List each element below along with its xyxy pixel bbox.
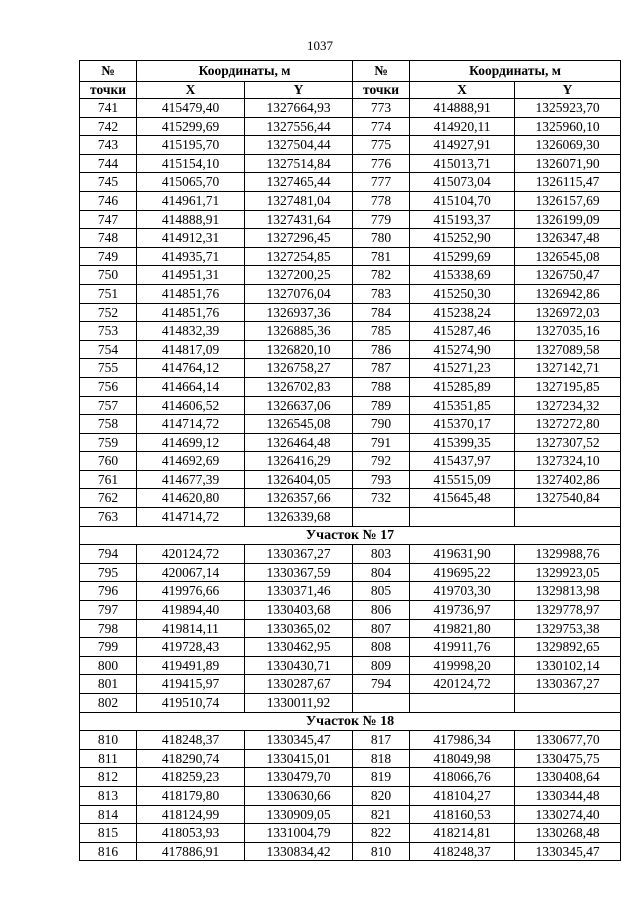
point-number: 792 [353,452,410,471]
x-coordinate: 415299,69 [137,117,245,136]
point-number: 815 [80,824,137,843]
y-coordinate: 1326545,08 [515,247,621,266]
x-coordinate: 414664,14 [137,377,245,396]
point-number: 762 [80,489,137,508]
x-coordinate: 415274,90 [410,340,515,359]
y-coordinate: 1327195,85 [515,377,621,396]
x-coordinate: 414888,91 [137,210,245,229]
y-coordinate: 1330834,42 [245,842,353,861]
x-coordinate: 418290,74 [137,749,245,768]
y-coordinate: 1327200,25 [245,266,353,285]
y-coordinate: 1327035,16 [515,322,621,341]
point-number: 810 [353,842,410,861]
point-number: 794 [353,675,410,694]
y-coordinate: 1327142,71 [515,359,621,378]
y-coordinate: 1330287,67 [245,675,353,694]
table-row [80,117,621,136]
point-number: 801 [80,675,137,694]
y-coordinate: 1327664,93 [245,99,353,118]
table-row [80,136,621,155]
point-number: 778 [353,191,410,210]
point-number: 775 [353,136,410,155]
x-coordinate: 418248,37 [410,842,515,861]
x-coordinate: 415073,04 [410,173,515,192]
y-coordinate: 1327307,52 [515,433,621,452]
y-coordinate: 1326115,47 [515,173,621,192]
x-coordinate: 419695,22 [410,563,515,582]
point-number: 790 [353,415,410,434]
point-number: 756 [80,377,137,396]
point-number: 783 [353,284,410,303]
y-coordinate: 1326071,90 [515,154,621,173]
point-number: 807 [353,619,410,638]
point-number: 745 [80,173,137,192]
y-coordinate: 1330367,59 [245,563,353,582]
x-coordinate: 419728,43 [137,638,245,657]
point-number: 808 [353,638,410,657]
x-coordinate: 418214,81 [410,824,515,843]
x-coordinate: 419814,11 [137,619,245,638]
point-number: 777 [353,173,410,192]
table-row [80,154,621,173]
y-coordinate: 1330274,40 [515,805,621,824]
table-row [80,433,621,452]
x-header: X [137,82,245,99]
y-coordinate: 1327514,84 [245,154,353,173]
y-coordinate: 1330344,48 [515,786,621,805]
table-row [80,173,621,192]
x-coordinate: 414699,12 [137,433,245,452]
x-coordinate: 418259,23 [137,768,245,787]
y-coordinate: 1329988,76 [515,545,621,564]
point-number: 752 [80,303,137,322]
point-number: 788 [353,377,410,396]
point-number: 784 [353,303,410,322]
x-coordinate: 414935,71 [137,247,245,266]
point-number: 773 [353,99,410,118]
point-number: 819 [353,768,410,787]
x-coordinate: 414714,72 [137,415,245,434]
table-row [80,582,621,601]
point-number: 814 [80,805,137,824]
y-coordinate: 1326069,30 [515,136,621,155]
y-coordinate: 1330011,92 [245,694,353,713]
section-title: Участок № 18 [80,712,621,731]
x-coordinate: 415437,97 [410,452,515,471]
point-number: 748 [80,229,137,248]
table-row [80,99,621,118]
point-number: 751 [80,284,137,303]
x-coordinate: 415338,69 [410,266,515,285]
x-coordinate: 415013,71 [410,154,515,173]
point-number: 747 [80,210,137,229]
table-row [80,322,621,341]
table-row [80,303,621,322]
table-row [80,247,621,266]
point-number: 789 [353,396,410,415]
x-coordinate: 415154,10 [137,154,245,173]
point-number: 753 [80,322,137,341]
y-coordinate: 1326347,48 [515,229,621,248]
x-coordinate: 417886,91 [137,842,245,861]
y-coordinate: 1330371,46 [245,582,353,601]
point-number: 754 [80,340,137,359]
point-number: 785 [353,322,410,341]
point-number [353,508,410,527]
point-number: 750 [80,266,137,285]
point-number [353,694,410,713]
table-row [80,284,621,303]
x-coordinate: 415479,40 [137,99,245,118]
y-coordinate: 1327402,86 [515,470,621,489]
table-row [80,601,621,620]
point-number: 813 [80,786,137,805]
table-row [80,489,621,508]
table-row [80,266,621,285]
y-coordinate: 1330415,01 [245,749,353,768]
y-coordinate: 1327481,04 [245,191,353,210]
x-coordinate: 415399,35 [410,433,515,452]
y-coordinate: 1326199,09 [515,210,621,229]
table-row [80,638,621,657]
point-number: 782 [353,266,410,285]
x-coordinate: 414817,09 [137,340,245,359]
point-number: 744 [80,154,137,173]
x-coordinate: 415195,70 [137,136,245,155]
point-number: 758 [80,415,137,434]
table-body [80,99,621,861]
y-coordinate: 1330367,27 [245,545,353,564]
x-coordinate: 415285,89 [410,377,515,396]
x-coordinate: 419415,97 [137,675,245,694]
y-coordinate: 1326937,36 [245,303,353,322]
table-row [80,359,621,378]
y-coordinate: 1327504,44 [245,136,353,155]
y-coordinate [515,694,621,713]
section-title-row [80,526,621,545]
x-coordinate: 415271,23 [410,359,515,378]
y-coordinate: 1330630,66 [245,786,353,805]
y-coordinate: 1330403,68 [245,601,353,620]
table-row [80,210,621,229]
x-coordinate: 415238,24 [410,303,515,322]
y-coordinate: 1326464,48 [245,433,353,452]
x-coordinate: 415645,48 [410,489,515,508]
page-number: 1037 [307,38,333,53]
y-coordinate: 1330475,75 [515,749,621,768]
point-number: 800 [80,656,137,675]
x-coordinate: 415351,85 [410,396,515,415]
point-number: 749 [80,247,137,266]
point-number-header: № [80,61,137,82]
x-coordinate: 415287,46 [410,322,515,341]
y-coordinate: 1326885,36 [245,322,353,341]
table-row [80,824,621,843]
x-coordinate: 415104,70 [410,191,515,210]
x-coordinate: 419976,66 [137,582,245,601]
point-number: 797 [80,601,137,620]
table-row [80,805,621,824]
table-row [80,768,621,787]
y-coordinate: 1329892,65 [515,638,621,657]
point-number: 798 [80,619,137,638]
x-coordinate: 414851,76 [137,284,245,303]
x-coordinate: 419631,90 [410,545,515,564]
point-number: 794 [80,545,137,564]
x-coordinate: 418124,99 [137,805,245,824]
y-coordinate: 1327234,32 [515,396,621,415]
y-coordinate: 1326404,05 [245,470,353,489]
y-coordinate: 1330345,47 [515,842,621,861]
point-number: 755 [80,359,137,378]
point-number: 818 [353,749,410,768]
point-number: 791 [353,433,410,452]
y-coordinate: 1326758,27 [245,359,353,378]
x-coordinate: 414888,91 [410,99,515,118]
x-coordinate: 420124,72 [137,545,245,564]
y-coordinate: 1329778,97 [515,601,621,620]
y-coordinate: 1326339,68 [245,508,353,527]
x-coordinate: 414927,91 [410,136,515,155]
x-coordinate: 415370,17 [410,415,515,434]
y-coordinate: 1325923,70 [515,99,621,118]
y-coordinate: 1330479,70 [245,768,353,787]
y-coordinate: 1330345,47 [245,731,353,750]
x-coordinate: 414692,69 [137,452,245,471]
x-coordinate [410,694,515,713]
y-coordinate: 1326820,10 [245,340,353,359]
x-coordinate: 418066,76 [410,768,515,787]
x-coordinate: 418248,37 [137,731,245,750]
y-coordinate: 1326357,66 [245,489,353,508]
x-coordinate: 418179,80 [137,786,245,805]
x-coordinate: 419911,76 [410,638,515,657]
table-row [80,340,621,359]
table-row [80,452,621,471]
point-number: 805 [353,582,410,601]
x-coordinate: 415250,30 [410,284,515,303]
point-number: 822 [353,824,410,843]
coordinates-table [79,60,621,861]
y-coordinate: 1326637,06 [245,396,353,415]
x-header: X [410,82,515,99]
x-coordinate: 414677,39 [137,470,245,489]
x-coordinate [410,508,515,527]
table-row [80,731,621,750]
y-header: Y [515,82,621,99]
point-number: 806 [353,601,410,620]
x-coordinate: 419894,40 [137,601,245,620]
point-number: 757 [80,396,137,415]
x-coordinate: 415252,90 [410,229,515,248]
x-coordinate: 415065,70 [137,173,245,192]
point-number: 776 [353,154,410,173]
y-coordinate: 1330367,27 [515,675,621,694]
y-coordinate: 1330430,71 [245,656,353,675]
point-number: 779 [353,210,410,229]
x-coordinate: 418104,27 [410,786,515,805]
y-coordinate: 1329753,38 [515,619,621,638]
y-coordinate: 1330677,70 [515,731,621,750]
y-coordinate: 1327465,44 [245,173,353,192]
point-number: 746 [80,191,137,210]
coordinates-header: Координаты, м [410,61,621,82]
table-row [80,563,621,582]
table-row [80,229,621,248]
point-number: 795 [80,563,137,582]
x-coordinate: 419703,30 [410,582,515,601]
x-coordinate: 419510,74 [137,694,245,713]
point-number: 802 [80,694,137,713]
table-row [80,694,621,713]
point-label-header: точки [353,82,410,99]
table-row [80,675,621,694]
point-number: 774 [353,117,410,136]
y-coordinate: 1327089,58 [515,340,621,359]
x-coordinate: 415515,09 [410,470,515,489]
y-coordinate: 1326157,69 [515,191,621,210]
y-coordinate: 1329813,98 [515,582,621,601]
y-coordinate: 1326972,03 [515,303,621,322]
table-header [80,61,621,99]
table-row [80,377,621,396]
x-coordinate: 419491,89 [137,656,245,675]
point-label-header: точки [80,82,137,99]
point-number: 780 [353,229,410,248]
y-coordinate: 1325960,10 [515,117,621,136]
point-number: 820 [353,786,410,805]
point-number: 821 [353,805,410,824]
point-number: 787 [353,359,410,378]
x-coordinate: 414620,80 [137,489,245,508]
point-number: 809 [353,656,410,675]
y-coordinate: 1329923,05 [515,563,621,582]
y-coordinate: 1326416,29 [245,452,353,471]
section-title-row [80,712,621,731]
point-number: 799 [80,638,137,657]
point-number: 793 [353,470,410,489]
x-coordinate: 414714,72 [137,508,245,527]
y-coordinate: 1331004,79 [245,824,353,843]
point-number: 786 [353,340,410,359]
x-coordinate: 415193,37 [410,210,515,229]
point-number-header: № [353,61,410,82]
y-coordinate: 1327272,80 [515,415,621,434]
table-row [80,545,621,564]
point-number: 741 [80,99,137,118]
y-header: Y [245,82,353,99]
x-coordinate: 414961,71 [137,191,245,210]
x-coordinate: 419821,80 [410,619,515,638]
y-coordinate: 1326545,08 [245,415,353,434]
y-coordinate: 1330408,64 [515,768,621,787]
point-number: 732 [353,489,410,508]
x-coordinate: 419998,20 [410,656,515,675]
section-title: Участок № 17 [80,526,621,545]
table-row [80,749,621,768]
point-number: 763 [80,508,137,527]
y-coordinate: 1327296,45 [245,229,353,248]
y-coordinate: 1327076,04 [245,284,353,303]
table-row [80,396,621,415]
y-coordinate: 1330365,02 [245,619,353,638]
y-coordinate: 1330462,95 [245,638,353,657]
x-coordinate: 415299,69 [410,247,515,266]
point-number: 761 [80,470,137,489]
point-number: 811 [80,749,137,768]
point-number: 804 [353,563,410,582]
table-row [80,619,621,638]
point-number: 759 [80,433,137,452]
table-row [80,656,621,675]
y-coordinate: 1330102,14 [515,656,621,675]
table-row [80,415,621,434]
x-coordinate: 420067,14 [137,563,245,582]
point-number: 743 [80,136,137,155]
point-number: 816 [80,842,137,861]
point-number: 781 [353,247,410,266]
table-row [80,191,621,210]
y-coordinate: 1327324,10 [515,452,621,471]
x-coordinate: 414912,31 [137,229,245,248]
y-coordinate: 1326942,86 [515,284,621,303]
table-row [80,786,621,805]
x-coordinate: 418053,93 [137,824,245,843]
point-number: 796 [80,582,137,601]
point-number: 760 [80,452,137,471]
table-row [80,508,621,527]
y-coordinate: 1330909,05 [245,805,353,824]
x-coordinate: 414764,12 [137,359,245,378]
x-coordinate: 417986,34 [410,731,515,750]
x-coordinate: 418049,98 [410,749,515,768]
y-coordinate: 1326702,83 [245,377,353,396]
x-coordinate: 420124,72 [410,675,515,694]
coordinates-header: Координаты, м [137,61,353,82]
point-number: 742 [80,117,137,136]
y-coordinate: 1327254,85 [245,247,353,266]
point-number: 817 [353,731,410,750]
y-coordinate: 1330268,48 [515,824,621,843]
table-row [80,470,621,489]
y-coordinate: 1327556,44 [245,117,353,136]
point-number: 812 [80,768,137,787]
y-coordinate: 1327540,84 [515,489,621,508]
x-coordinate: 418160,53 [410,805,515,824]
y-coordinate: 1326750,47 [515,266,621,285]
x-coordinate: 414851,76 [137,303,245,322]
x-coordinate: 414832,39 [137,322,245,341]
point-number: 810 [80,731,137,750]
table-row [80,842,621,861]
point-number: 803 [353,545,410,564]
x-coordinate: 414920,11 [410,117,515,136]
x-coordinate: 414951,31 [137,266,245,285]
x-coordinate: 414606,52 [137,396,245,415]
y-coordinate: 1327431,64 [245,210,353,229]
y-coordinate [515,508,621,527]
x-coordinate: 419736,97 [410,601,515,620]
